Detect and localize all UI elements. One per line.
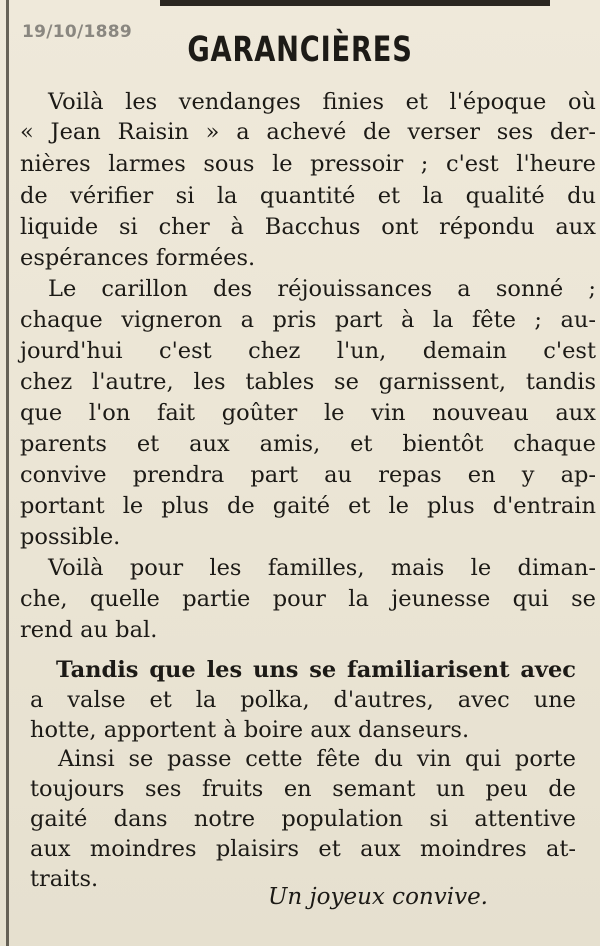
text-line: Le carillon des réjouissances a sonné ; (48, 276, 596, 302)
text-line: parents et aux amis, et bientôt chaque (20, 431, 596, 457)
text-line: a valse et la polka, d'autres, avec une (30, 687, 576, 713)
text-line: aux moindres plaisirs et aux moindres at- (30, 836, 576, 862)
text-line: de vérifier si la quantité et la qualité du (20, 183, 596, 209)
text-line: que l'on fait goûter le vin nouveau aux (20, 400, 596, 426)
text-line: rend au bal. (20, 617, 158, 643)
text-line: convive prendra part au repas en y ap- (20, 462, 596, 488)
signature: Un joyeux convive. (268, 884, 488, 910)
text-line: Voilà pour les familles, mais le diman- (48, 555, 596, 581)
text-line: toujours ses fruits en semant un peu de (30, 776, 576, 802)
text-line: jourd'hui c'est chez l'un, demain c'est (20, 338, 596, 364)
text-line: gaité dans notre population si attentive (30, 806, 576, 832)
text-line: Ainsi se passe cette fête du vin qui porte (58, 746, 576, 772)
text-line: liquide si cher à Bacchus ont répondu aux (20, 214, 596, 240)
text-line: traits. (30, 866, 99, 892)
text-line: espérances formées. (20, 245, 256, 271)
text-line: Voilà les vendanges finies et l'époque où (48, 89, 596, 115)
column-border (6, 0, 9, 946)
text-line: nières larmes sous le pressoir ; c'est l'heure (20, 151, 596, 177)
top-rule (160, 0, 550, 6)
text-line: chez l'autre, les tables se garnissent, tandis (20, 369, 596, 395)
text-line: portant le plus de gaité et le plus d'entrain (20, 493, 596, 519)
article-title: GARANCIÈRES (187, 30, 413, 70)
text-line: hotte, apportent à boire aux danseurs. (30, 717, 470, 743)
text-line: possible. (20, 524, 121, 550)
date-stamp: 19/10/1889 (22, 22, 133, 42)
text-line: che, quelle partie pour la jeunesse qui se (20, 586, 596, 612)
text-line: chaque vigneron a pris part à la fête ; au- (20, 307, 596, 333)
text-line-content: « Jean Raisin » a achevé de verser ses der- (20, 119, 596, 145)
text-line: Tandis que les uns se familiarisent avec (56, 657, 576, 683)
text-line (20, 118, 596, 146)
